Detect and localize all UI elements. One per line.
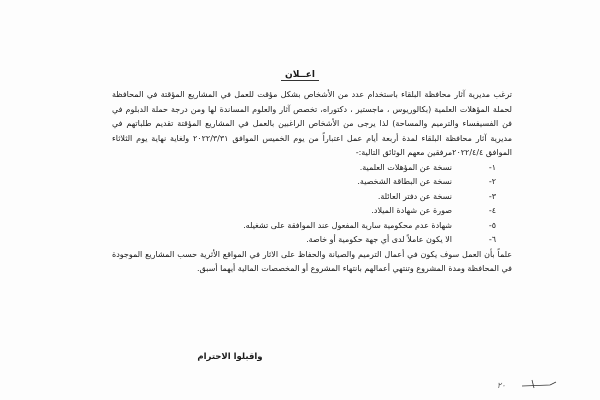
list-item-text: نسخة عن دفتر العائلة.	[377, 191, 452, 201]
list-item	[112, 190, 512, 205]
list-item	[112, 161, 512, 176]
list-item-number: ٦-	[488, 235, 496, 244]
list-item	[112, 233, 512, 248]
closing-line: واقبلوا الاحترام	[197, 352, 263, 362]
list-item-number: ١-	[488, 162, 496, 172]
list-item-number: ٥-	[488, 220, 496, 230]
list-item-number: ٤-	[488, 206, 496, 215]
announcement-title	[0, 70, 600, 80]
list-item-text: نسخة عن المؤهلات العلمية.	[359, 162, 452, 172]
page-number: ٢٠	[497, 381, 506, 390]
list-item	[112, 219, 512, 234]
intro-paragraph: ترغب مديرية آثار محافظة البلقاء باستخدام عدد من الأشخاص بشكل مؤقت للعمل في المشاريع المؤقتة في المحافظة لحملة المؤهلات العلمية (بكالوريوس ، ماجستير ، دكتوراه، تخصص آثار والعلوم المساندة لها ومن درجة حملة الدبلوم في فن الفسيفساء والترميم والمساحة) لذا يرجى من الأشخاص الراغبين بالعمل في المشاريع المؤقتة تقديم طلباتهم في مديرية آثار محافظة البلقاء لمدة أربعة أيام عمل اعتباراً من يوم الخميس الموافق ٢٠٢٢/٣/٣١ ولغاية نهاية يوم الثلاثاء الموافق ٢٠٢٢/٤/٤مرفقين معهم الوثائق التالية:-	[112, 90, 512, 157]
list-item-text: الا يكون عاملاً لدى أي جهة حكومية أو خاصة.	[306, 235, 452, 244]
list-item	[112, 175, 512, 190]
documents-list	[112, 161, 512, 248]
list-item-text: صورة عن شهادة الميلاد.	[371, 206, 452, 215]
announcement-body	[112, 88, 512, 277]
list-item-number: ٢-	[488, 177, 496, 186]
title-text: اعــلان	[281, 70, 319, 81]
list-item	[112, 204, 512, 219]
list-item-number: ٣-	[488, 191, 496, 201]
work-details-paragraph: علماً بأن العمل سوف يكون في أعمال الترميم والصيانة والحفاظ على الاثار في المواقع الأثرية حسب المشاريع الموجودة في المحافظة ومدة المشروع وتنتهي أعمالهم بانتهاء المشروع أو المخصصات المالية أيهما أسبق.	[112, 249, 512, 273]
signature-scribble-icon	[520, 376, 560, 390]
list-item-text: شهادة عدم محكومية سارية المفعول عند الموافقة على تشغيله.	[243, 220, 452, 230]
list-item-text: نسخة عن البطاقة الشخصية.	[357, 177, 452, 186]
